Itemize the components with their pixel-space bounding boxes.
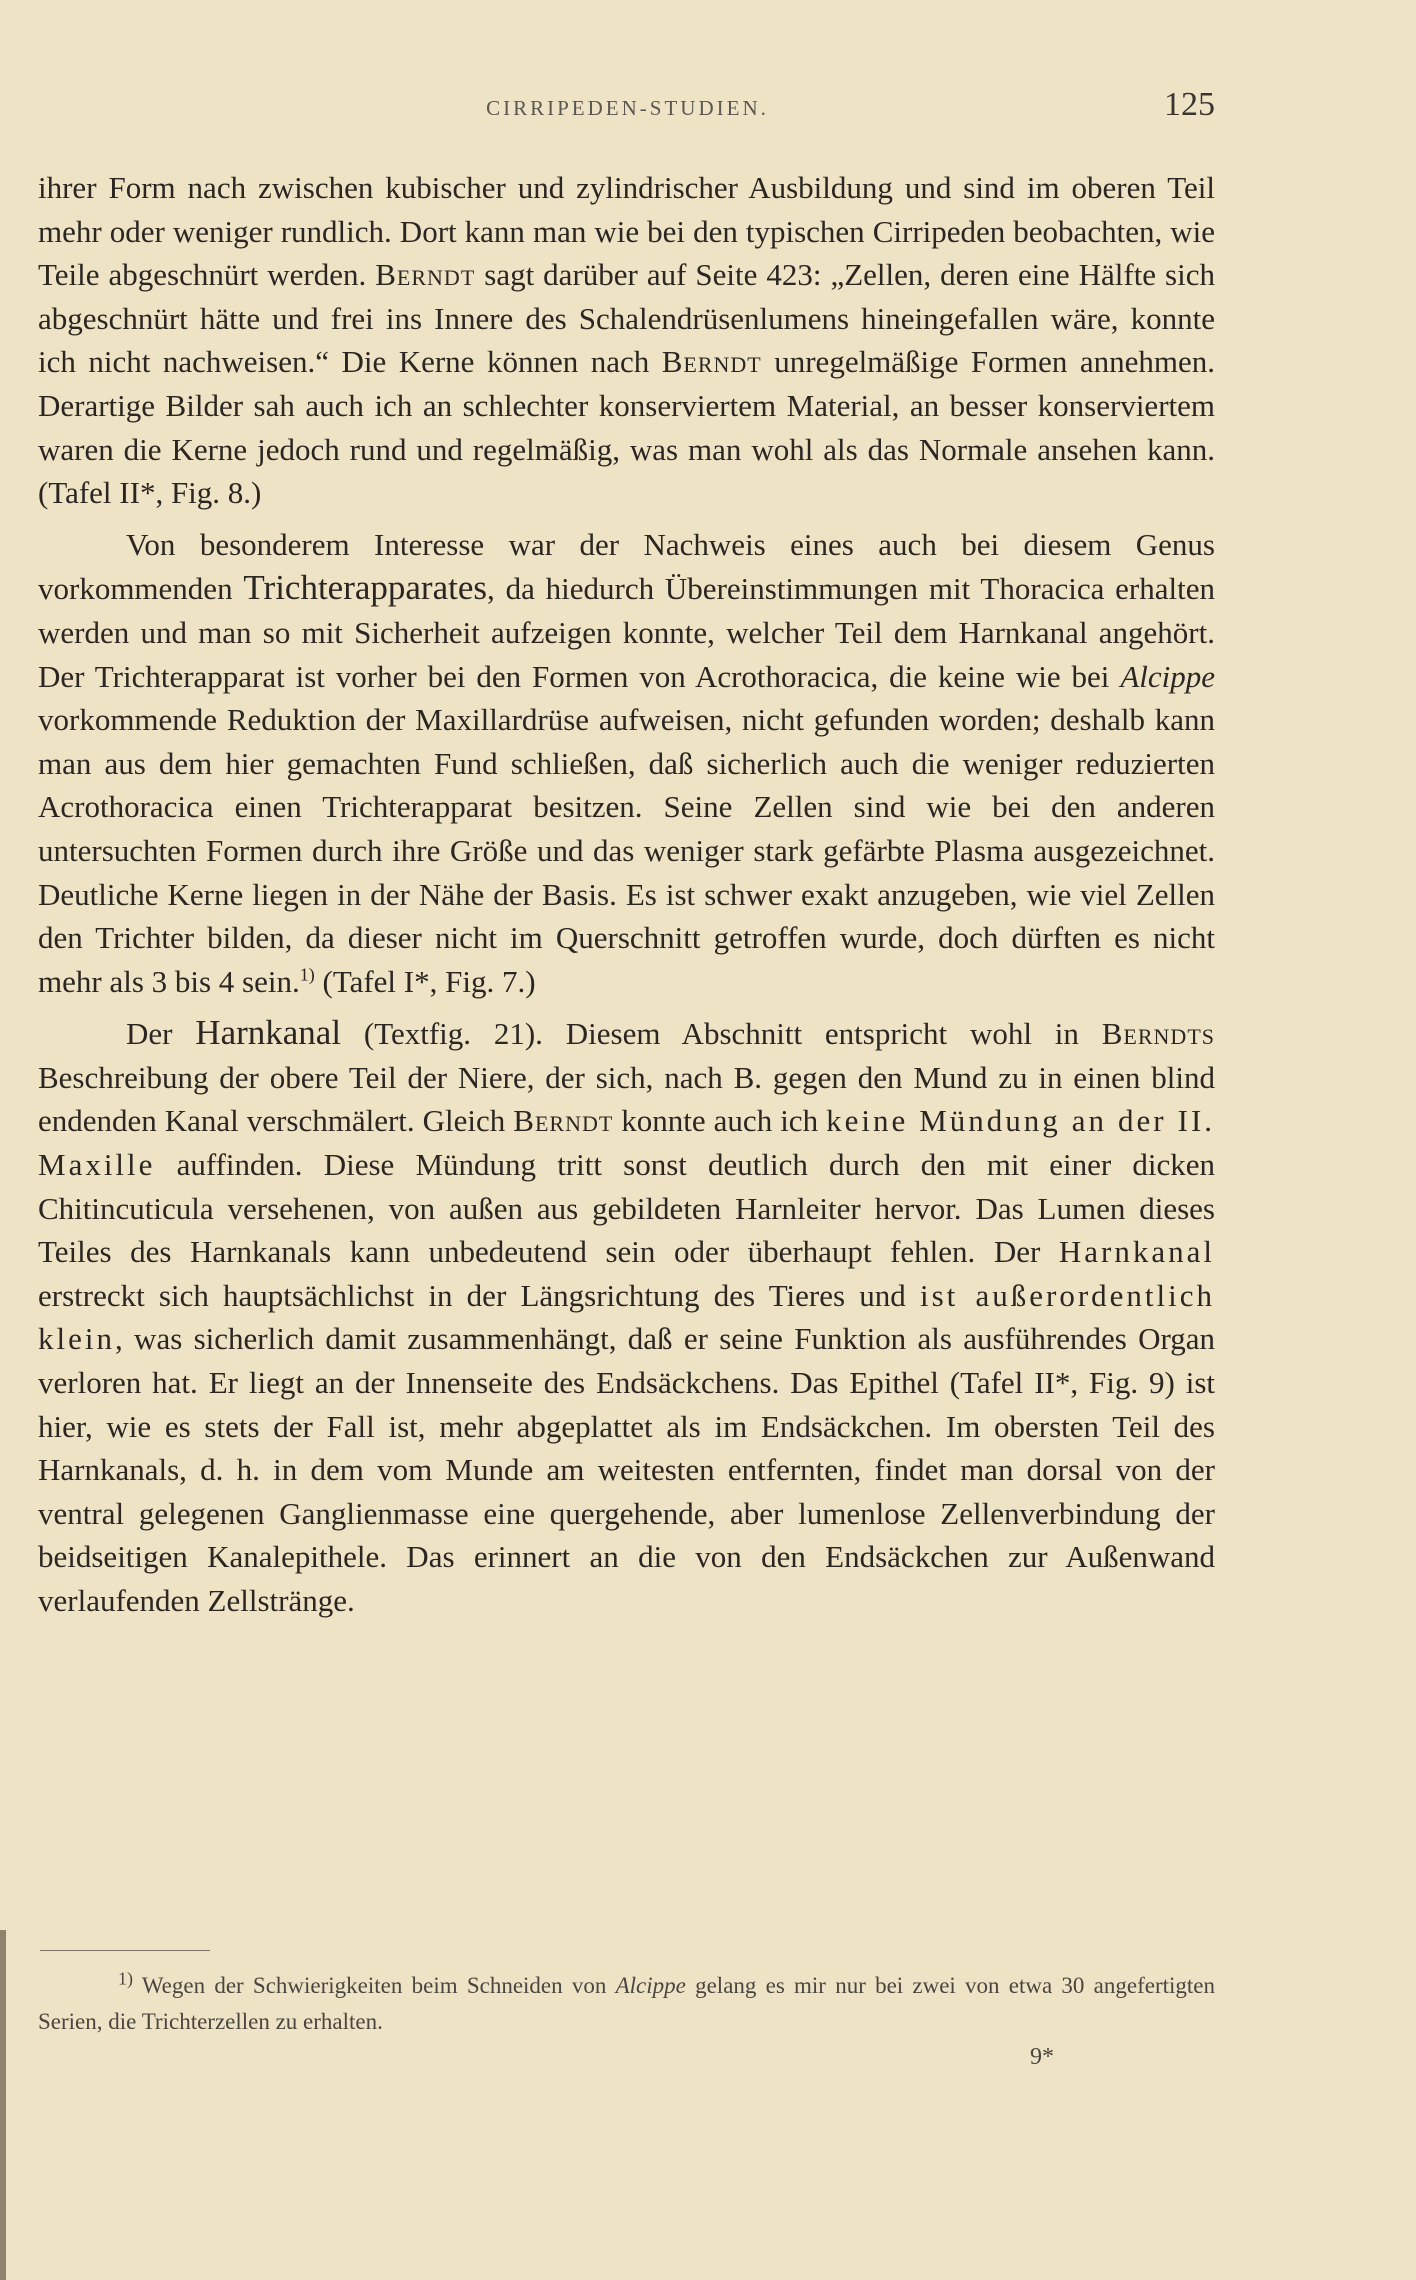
body-text: [38, 166, 1215, 1623]
spaced-emphasis: ist außerordentlich klein: [38, 1277, 1215, 1357]
paragraph-3: Der Harnkanal (Textfig. 21). Diesem Abschnitt entspricht wohl in Berndts Beschreibung der obere Teil der Niere, der sich, nach B. gegen den Mund zu in einen blind endenden Kanal verschmälert. Gleich Berndt konnte auch ich keine Mündung an der II. Maxille auffinden. Diese Mündung tritt sonst deutlich durch den mit einer dicken Chitincuticula versehenen, von außen aus gebildeten Harnleiter hervor. Das Lumen dieses Teiles des Harnkanals kann unbedeutend sein oder überhaupt fehlen. Der Harnkanal erstreckt sich hauptsächlichst in der Längsrichtung des Tieres und ist außerordentlich klein, was sicherlich damit zusammenhängt, daß er seine Funktion als ausführendes Organ verloren hat. Er liegt an der Innenseite des Endsäckchens. Das Epithel (Tafel II*, Fig. 9) ist hier, wie es stets der Fall ist, mehr abgeplattet als im Endsäckchen. Im obersten Teil des Harnkanals, d. h. in dem vom Munde am weitesten entfernten, findet man dorsal von der ventral gelegenen Ganglienmasse eine quergehende, aber lumenlose Zellenverbindung der beidseitigen Kanalepithele. Das erinnert an die von den Endsäckchen zur Außenwand verlaufenden Zellstränge.: [38, 1013, 1216, 1618]
spaced-emphasis: Harnkanal: [1058, 1234, 1215, 1270]
genus-name: Alcippe: [1120, 658, 1215, 694]
signature-mark: 9*: [1030, 2044, 1054, 2070]
author-name: Berndts: [1101, 1016, 1215, 1052]
page-edge-shadow: [0, 1930, 6, 2280]
paragraph-2: Von besonderem Interesse war der Nachweis eines auch bei diesem Genus vorkommenden Trichterapparates, da hiedurch Übereinstimmungen mit Thoracica erhalten werden und man so mit Sicherheit aufzeigen konnte, welcher Teil dem Harnkanal angehört. Der Trichterapparat ist vorher bei den Formen von Acrothoracica, die keine wie bei Alcippe vorkommende Reduktion der Maxillardrüse aufweisen, nicht gefunden worden; deshalb kann man aus dem hier gemachten Fund schließen, daß sicherlich auch die weniger reduzierten Acrothoracica einen Trichterapparat besitzen. Seine Zellen sind wie bei den anderen untersuchten Formen durch ihre Größe und das weniger stark gefärbte Plasma ausgezeichnet. Deutliche Kerne liegen in der Nähe der Basis. Es ist schwer exakt anzugeben, wie viel Zellen den Trichter bilden, da dieser nicht im Querschnitt getroffen wurde, doch dürften es nicht mehr als 3 bis 4 sein.$^{1)}$ (Tafel I*, Fig. 7.): [38, 526, 1215, 999]
author-name: Berndt: [375, 257, 476, 293]
footnote-marker: 1): [118, 1968, 133, 1989]
page-number: 125: [1164, 86, 1215, 123]
spaced-emphasis: keine Mündung an der II. Maxille: [38, 1103, 1216, 1183]
genus-name: Alcippe: [615, 1973, 686, 1998]
page-header: [40, 86, 1215, 132]
emphasized-term: Trichterapparates: [243, 568, 488, 608]
footnote-divider: [40, 1950, 210, 1951]
section-heading: Harnkanal: [195, 1013, 342, 1053]
paragraph-1: ihrer Form nach zwischen kubischer und zylindrischer Ausbildung und sind im oberen Teil mehr oder weniger rundlich. Dort kann man wie bei den typischen Cirripeden beobachten, wie Teile abgeschnürt werden. Berndt sagt darüber auf Seite 423: „Zellen, deren eine Hälfte sich abgeschnürt hätte und frei ins Innere des Schalendrüsenlumens hineingefallen wäre, konnte ich nicht nachweisen.“ Die Kerne können nach Berndt unregelmäßige Formen annehmen. Derartige Bilder sah auch ich an schlechter konserviertem Material, an besser konserviertem waren die Kerne jedoch rund und regelmäßig, was man wohl als das Normale ansehen kann. (Tafel II*, Fig. 8.): [38, 170, 1216, 511]
running-head: CIRRIPEDEN-STUDIEN.: [486, 96, 769, 120]
author-name: Berndt: [661, 344, 762, 380]
author-name: Berndt: [513, 1103, 614, 1139]
footnote-ref: 1): [299, 964, 315, 985]
footnote: $^{1)}$ Wegen der Schwierigkeiten beim Schneiden von Alcippe gelang es mir nur bei zwei von etwa 30 angefertigten Serien, die Trichterzellen zu erhalten.: [38, 1968, 1215, 2034]
